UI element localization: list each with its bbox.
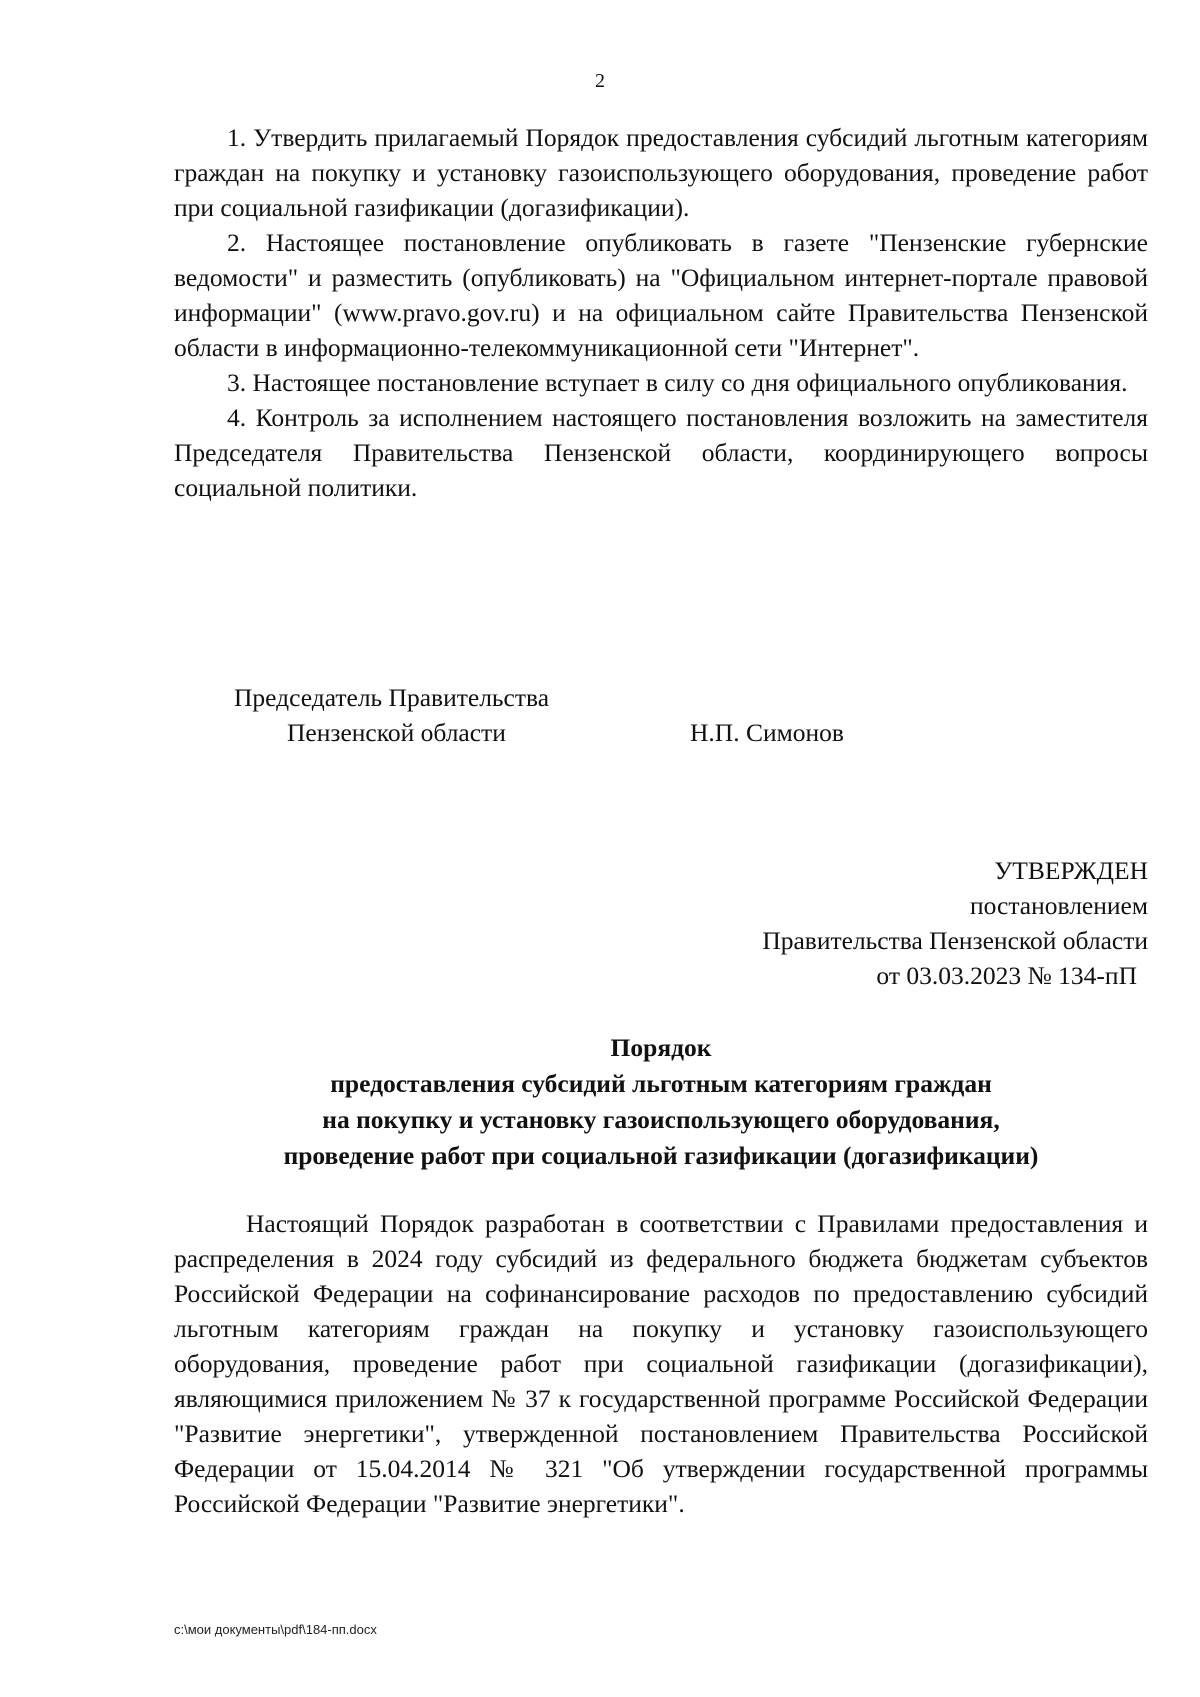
order-title-line-4: проведение работ при социальной газификации (догазификации)	[283, 1141, 1039, 1170]
approval-stamp-line-2: постановлением	[969, 891, 1148, 920]
decree-paragraph-2: 2. Настоящее постановление опубликовать в газете "Пензенские губернские ведомости" и разместить (опубликовать) на "Официальном интернет-портале правовой информации" (www.pravo.gov.ru) и на официальном сайте Правительства Пензенской области в информационно-телекоммуникационной сети "Интернет".	[174, 228, 1148, 362]
order-title-line-3: на покупку и установку газоиспользующего оборудования,	[322, 1105, 1000, 1134]
signatory-name: Н.П. Симонов	[690, 718, 844, 747]
order-title-line-2: предоставления субсидий льготным категориям граждан	[330, 1069, 992, 1098]
approval-stamp-line-3: Правительства Пензенской области	[762, 926, 1148, 955]
order-body	[174, 1206, 1148, 1521]
order-body-paragraph: Настоящий Порядок разработан в соответствии с Правилами предоставления и распределения в 2024 году субсидий из федерального бюджета бюджетам субъектов Российской Федерации на софинансирование расходов по предоставлению субсидий льготным категориям граждан на покупку и установку газоиспользующего оборудования, проведение работ при социальной газификации (догазификации), являющимися приложением № 37 к государственной программе Российской Федерации "Развитие энергетики", утвержденной постановлением Правительства Российской Федерации от 15.04.2014 № 321 "Об утверждении государственной программы Российской Федерации "Развитие энергетики".	[174, 1209, 1148, 1518]
page-number: 2	[595, 70, 605, 92]
decree-paragraph-4: 4. Контроль за исполнением настоящего постановления возложить на заместителя Председателя Правительства Пензенской области, координирующего вопросы социальной политики.	[174, 403, 1148, 502]
decree-paragraphs	[174, 120, 1148, 505]
signatory-title-line-1: Председатель Правительства	[234, 683, 550, 712]
decree-paragraph-1: 1. Утвердить прилагаемый Порядок предоставления субсидий льготным категориям граждан на покупку и установку газоиспользующего оборудования, проведение работ при социальной газификации (догазификации).	[174, 123, 1148, 222]
approval-stamp-line-1: УТВЕРЖДЕН	[994, 856, 1148, 885]
footer-file-path: c:\мои документы\pdf\184-пп.docx	[174, 1622, 377, 1637]
signatory-title-line-2: Пензенской области	[287, 718, 506, 747]
order-title	[174, 1030, 1148, 1174]
approval-stamp-line-4: от 03.03.2023 № 134-пП	[876, 961, 1137, 990]
order-title-line-1: Порядок	[610, 1033, 712, 1062]
decree-paragraph-3: 3. Настоящее постановление вступает в силу со дня официального опубликования.	[227, 368, 1128, 397]
